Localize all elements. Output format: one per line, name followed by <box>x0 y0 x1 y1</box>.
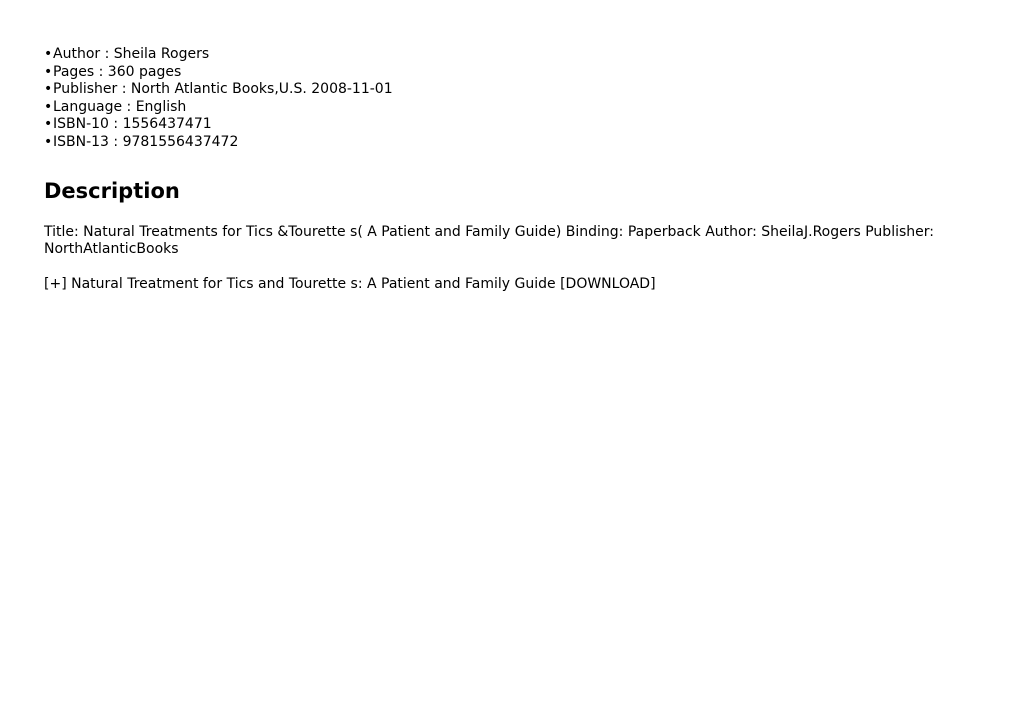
detail-publisher-text: Publisher : North Atlantic Books,U.S. 2008-11-01 <box>53 81 393 98</box>
document-page <box>44 46 984 293</box>
bullet-icon: • <box>44 46 53 62</box>
detail-isbn10-text: ISBN-10 : 1556437471 <box>53 116 212 133</box>
detail-author-text: Author : Sheila Rogers <box>53 46 210 62</box>
detail-language-text: Language : English <box>53 98 187 115</box>
detail-language <box>44 99 984 117</box>
description-text: Title: Natural Treatments for Tics &Tourette s( A Patient and Family Guide) Binding: Paperback Author: SheilaJ.Rogers Publisher: NorthAtlanticBooks <box>44 223 934 258</box>
detail-isbn10 <box>44 116 984 134</box>
bullet-icon: • <box>44 81 53 98</box>
detail-author <box>44 46 984 64</box>
bullet-icon: • <box>44 98 53 115</box>
detail-pages <box>44 64 984 82</box>
description-heading: Description <box>44 178 180 203</box>
detail-pages-text: Pages : 360 pages <box>53 63 182 80</box>
bullet-icon: • <box>44 133 53 150</box>
bullet-icon: • <box>44 116 53 133</box>
detail-isbn13-text: ISBN-13 : 9781556437472 <box>53 133 239 150</box>
book-details-list <box>44 46 984 152</box>
bullet-icon: • <box>44 63 53 80</box>
detail-publisher <box>44 81 984 99</box>
detail-isbn13 <box>44 134 984 152</box>
download-link[interactable]: [+] Natural Treatment for Tics and Tourette s: A Patient and Family Guide [DOWNLOAD] <box>44 275 656 292</box>
